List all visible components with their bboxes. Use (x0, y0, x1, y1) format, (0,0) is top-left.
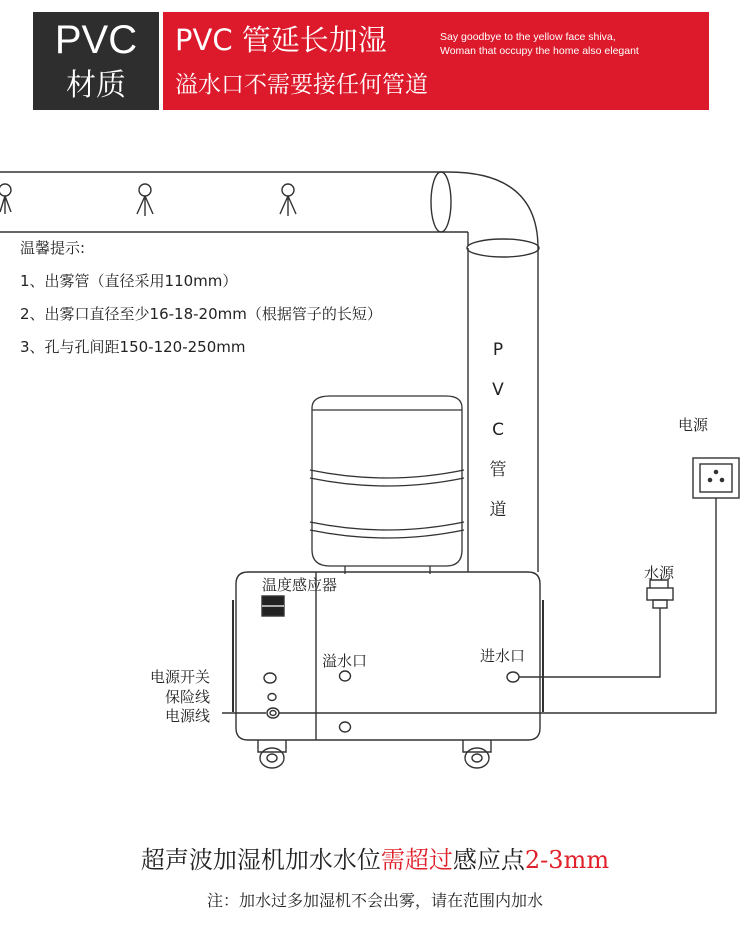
elbow-joint-ring (431, 172, 451, 232)
pipe-label-char: C (492, 420, 504, 440)
tip-item: 1、出雾管（直径采用110mm） (20, 272, 238, 290)
tip-item: 2、出雾口直径至少16-18-20mm（根据管子的长短） (20, 305, 382, 323)
overflow-label: 溢水口 (322, 652, 368, 670)
tip-item: 3、孔与孔间距150-120-250mm (20, 338, 246, 356)
mist-outlet-icon (137, 184, 153, 216)
water-level-note (0, 840, 750, 875)
water-tap-icon (647, 580, 673, 608)
water-inlet-port-icon (507, 672, 519, 682)
badge-line2: 材质 (66, 68, 126, 103)
tips-heading: 温馨提示: (20, 239, 86, 257)
wheel-icon (258, 740, 286, 768)
water-inlet-label: 进水口 (480, 647, 526, 665)
power-cord-port-icon (267, 708, 279, 718)
banner-subtitle: 溢水口不需要接任何管道 (175, 72, 428, 98)
banner-title: PVC 管延长加湿 (175, 23, 387, 57)
pipe-label-char: 道 (489, 500, 507, 520)
power-cord-label: 电源线 (165, 707, 211, 725)
power-outlet-icon (693, 458, 739, 498)
pvc-pipe-label (480, 330, 516, 530)
water-bottle (310, 396, 464, 574)
vertical-pipe-ring (467, 239, 539, 257)
wheel-icon (463, 740, 491, 768)
pipe-label-char: 管 (489, 460, 507, 480)
power-switch-icon (264, 673, 276, 683)
note-text: 超声波加湿机加水水位 (140, 846, 381, 874)
mist-outlet-icon (0, 184, 11, 214)
power-switch-label: 电源开关 (150, 668, 211, 686)
pipe-elbow (448, 172, 538, 248)
english-line1: Say goodbye to the yellow face shiva, (440, 31, 616, 43)
pipe-label-char: V (492, 380, 504, 400)
horizontal-pipe (0, 172, 468, 232)
english-line2: Woman that occupy the home also elegant (440, 45, 639, 57)
mist-outlet-icon (280, 184, 296, 216)
fuse-label: 保险线 (165, 688, 211, 706)
note-highlight: 需超过 (380, 846, 453, 874)
overflow-port-icon (340, 671, 351, 681)
power-source-label: 电源 (678, 416, 709, 434)
badge-line1: PVC (54, 18, 138, 62)
tips-box (20, 238, 382, 370)
note-highlight: 2-3mm (524, 846, 610, 874)
fuse-icon (268, 694, 276, 701)
water-source-label: 水源 (644, 564, 675, 582)
water-warning-note: 注：加水过多加湿机不会出雾，请在范围内加水 (206, 891, 543, 910)
note-text: 感应点 (452, 846, 525, 874)
temp-sensor-label: 温度感应器 (262, 576, 338, 594)
drain-port-icon (340, 722, 351, 732)
pipe-label-char: P (492, 340, 504, 360)
